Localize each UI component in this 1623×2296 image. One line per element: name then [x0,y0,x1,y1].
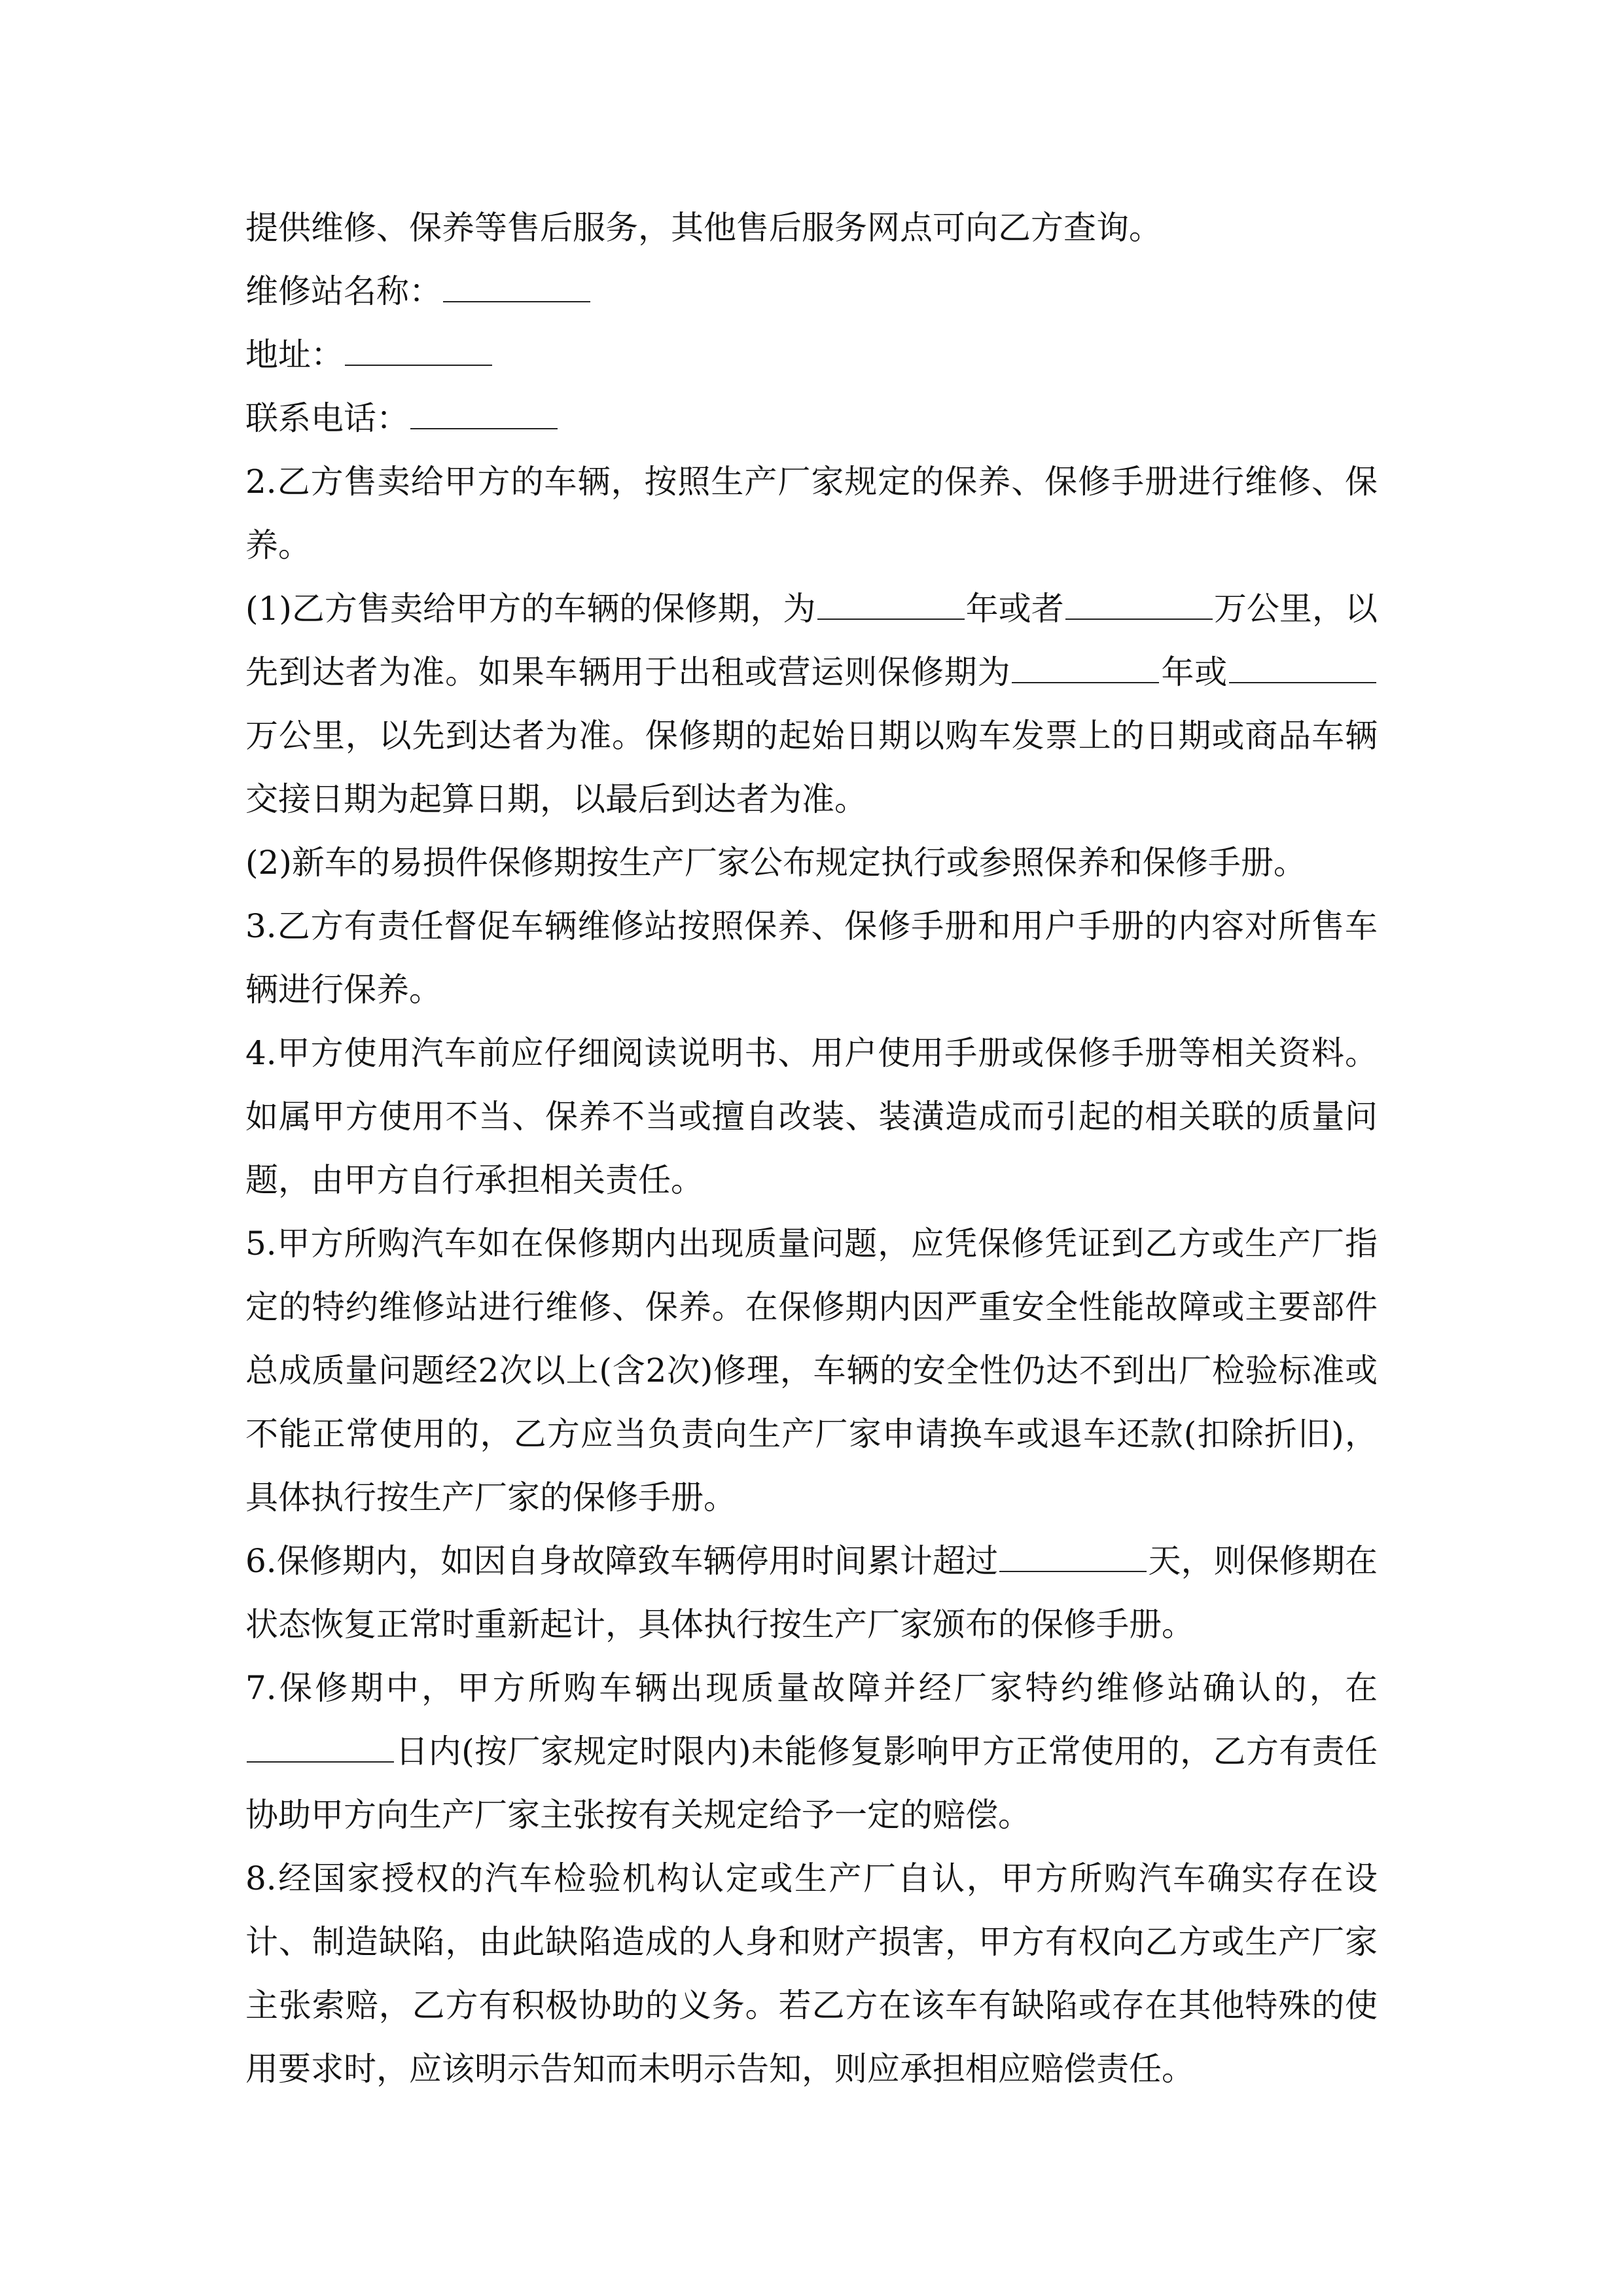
phone-label: 联系电话： [245,399,409,437]
phone-line [245,387,1378,450]
phone-blank[interactable] [410,402,558,429]
warranty-km-blank[interactable] [1065,592,1213,620]
clause-2-1-text-d: 年或 [1160,653,1228,691]
rental-warranty-years-blank[interactable] [1012,656,1159,683]
clause-6 [245,1530,1378,1657]
downtime-days-blank[interactable] [999,1545,1147,1572]
clause-7-text-a: 7.保修期中，甲方所购车辆出现质量故障并经厂家特约维修站确认的，在 [245,1669,1378,1707]
address-blank[interactable] [345,338,492,366]
clause-6-text-b: 天，则保修期在状态恢复正常时重新起计，具体执行按生产厂家颁布的保修手册。 [245,1542,1378,1643]
clause-7 [245,1657,1378,1847]
repair-station-name-blank[interactable] [443,275,590,302]
clause-6-text-a: 6.保修期内，如因自身故障致车辆停用时间累计超过 [245,1542,999,1580]
clause-2-1-text-a: (1)乙方售卖给甲方的车辆的保修期，为 [245,590,816,628]
clause-7-text-b: 日内(按厂家规定时限内)未能修复影响甲方正常使用的，乙方有责任协助甲方向生产厂家主张按有关规定给予一定的赔偿。 [245,1732,1378,1834]
clause-5: 5.甲方所购汽车如在保修期内出现质量问题，应凭保修凭证到乙方或生产厂指定的特约维修站进行维修、保养。在保修期内因严重安全性能故障或主要部件总成质量问题经2次以上(含2次)修理，车辆的安全性仍达不到出厂检验标准或不能正常使用的，乙方应当负责向生产厂家申请换车或退车还款(扣除折旧)，具体执行按生产厂家的保修手册。 [245,1225,1378,1516]
clause-2-1 [245,577,1378,831]
rental-warranty-km-blank[interactable] [1229,656,1376,683]
clause-8: 8.经国家授权的汽车检验机构认定或生产厂自认，甲方所购汽车确实存在设计、制造缺陷，由此缺陷造成的人身和财产损害，甲方有权向乙方或生产厂家主张索赔，乙方有积极协助的义务。若乙方在该车有缺陷或存在其他特殊的使用要求时，应该明示告知而未明示告知，则应承担相应赔偿责任。 [245,1859,1378,2088]
clause-2-1-text-e: 万公里，以先到达者为准。保修期的起始日期以购车发票上的日期或商品车辆交接日期为起算日期，以最后到达者为准。 [245,717,1378,818]
clause-4: 4.甲方使用汽车前应仔细阅读说明书、用户使用手册或保修手册等相关资料。如属甲方使用不当、保养不当或擅自改装、装潢造成而引起的相关联的质量问题，由甲方自行承担相关责任。 [245,1034,1378,1199]
paragraph-after-sales: 提供维修、保养等售后服务，其他售后服务网点可向乙方查询。 [245,209,1162,247]
clause-2-1-text-c: 万公里，以先到达者为准。如果车辆用于出租或营运则保修期为 [245,590,1378,691]
clause-2-2: (2)新车的易损件保修期按生产厂家公布规定执行或参照保养和保修手册。 [245,844,1306,882]
repair-station-name-label: 维修站名称： [245,272,442,310]
address-label: 地址： [245,336,344,374]
repair-station-name-line [245,260,1378,323]
clause-2-1-text-b: 年或者 [965,590,1064,628]
address-line [245,323,1378,387]
warranty-years-blank[interactable] [817,592,965,620]
clause-3: 3.乙方有责任督促车辆维修站按照保养、保修手册和用户手册的内容对所售车辆进行保养。 [245,907,1378,1009]
clause-2: 2.乙方售卖给甲方的车辆，按照生产厂家规定的保养、保修手册进行维修、保养。 [245,463,1378,564]
document-page [245,196,1378,2101]
repair-days-blank[interactable] [247,1735,394,1763]
